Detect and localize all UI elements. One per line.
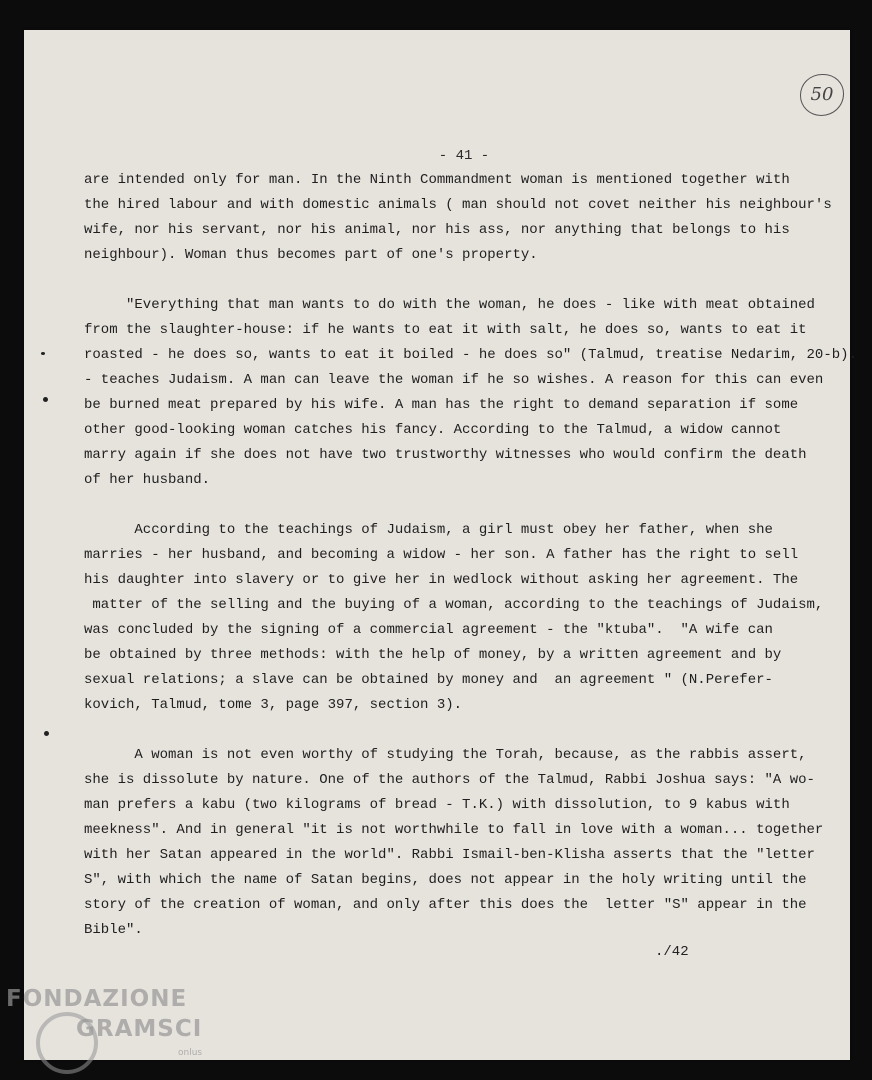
text-line: the hired labour and with domestic animals ( man should not covet neither his neighbour's [84, 197, 832, 213]
body-text [84, 168, 857, 943]
paragraph [84, 743, 828, 943]
text-line: S", with which the name of Satan begins, does not appear in the holy writing until the [84, 872, 807, 888]
text-line: was concluded by the signing of a commercial agreement - the "ktuba". "A wife can [84, 622, 773, 638]
paragraph [84, 518, 828, 718]
text-line: be burned meat prepared by his wife. A man has the right to demand separation if some [84, 397, 799, 413]
text-line: roasted - he does so, wants to eat it boiled - he does so" (Talmud, treatise Nedarim, 20-b). [84, 347, 857, 363]
handwritten-page-mark: 50 [800, 74, 844, 116]
margin-mark [43, 397, 48, 402]
text-line: wife, nor his servant, nor his animal, nor his ass, nor anything that belongs to his [84, 222, 790, 238]
text-line: with her Satan appeared in the world". Rabbi Ismail-ben-Klisha asserts that the "letter [84, 847, 815, 863]
paragraph [84, 168, 832, 268]
text-line: man prefers a kabu (two kilograms of bread - T.K.) with dissolution, to 9 kabus with [84, 797, 790, 813]
text-line: meekness". And in general "it is not worthwhile to fall in love with a woman... together [84, 822, 824, 838]
text-line: are intended only for man. In the Ninth Commandment woman is mentioned together with [84, 172, 790, 188]
margin-mark [44, 731, 49, 736]
text-line: of her husband. [84, 472, 211, 488]
text-line: kovich, Talmud, tome 3, page 397, section 3). [84, 697, 463, 713]
watermark-line-2: GRAMSCI [76, 1016, 203, 1042]
watermark-line-3: onlus [178, 1048, 203, 1058]
text-line: neighbour). Woman thus becomes part of one's property. [84, 247, 538, 263]
text-line: from the slaughter-house: if he wants to eat it with salt, he does so, wants to eat it [84, 322, 807, 338]
text-line: his daughter into slavery or to give her in wedlock without asking her agreement. The [84, 572, 799, 588]
watermark-logo [6, 986, 246, 1080]
page-number: - 41 - [438, 148, 490, 164]
text-line: - teaches Judaism. A man can leave the woman if he so wishes. A reason for this can even [84, 372, 824, 388]
margin-mark [41, 352, 45, 355]
text-line: other good-looking woman catches his fancy. According to the Talmud, a widow cannot [84, 422, 782, 438]
text-line: sexual relations; a slave can be obtained by money and an agreement " (N.Perefer- [84, 672, 773, 688]
text-line: A woman is not even worthy of studying the Torah, because, as the rabbis assert, [84, 747, 807, 763]
text-line: marries - her husband, and becoming a widow - her son. A father has the right to sell [84, 547, 799, 563]
text-line: story of the creation of woman, and only after this does the letter "S" appear in the [84, 897, 807, 913]
text-line: she is dissolute by nature. One of the authors of the Talmud, Rabbi Joshua says: "A wo- [84, 772, 815, 788]
paragraph [84, 293, 857, 493]
continuation-note: ./42 [655, 944, 689, 960]
watermark-line-1: FONDAZIONE [6, 986, 188, 1012]
text-line: According to the teachings of Judaism, a girl must obey her father, when she [84, 522, 773, 538]
text-line: marry again if she does not have two trustworthy witnesses who would confirm the death [84, 447, 807, 463]
text-line: matter of the selling and the buying of a woman, according to the teachings of Judaism, [84, 597, 824, 613]
text-line: be obtained by three methods: with the help of money, by a written agreement and by [84, 647, 782, 663]
text-line: "Everything that man wants to do with the woman, he does - like with meat obtained [84, 297, 815, 313]
text-line: Bible". [84, 922, 143, 938]
